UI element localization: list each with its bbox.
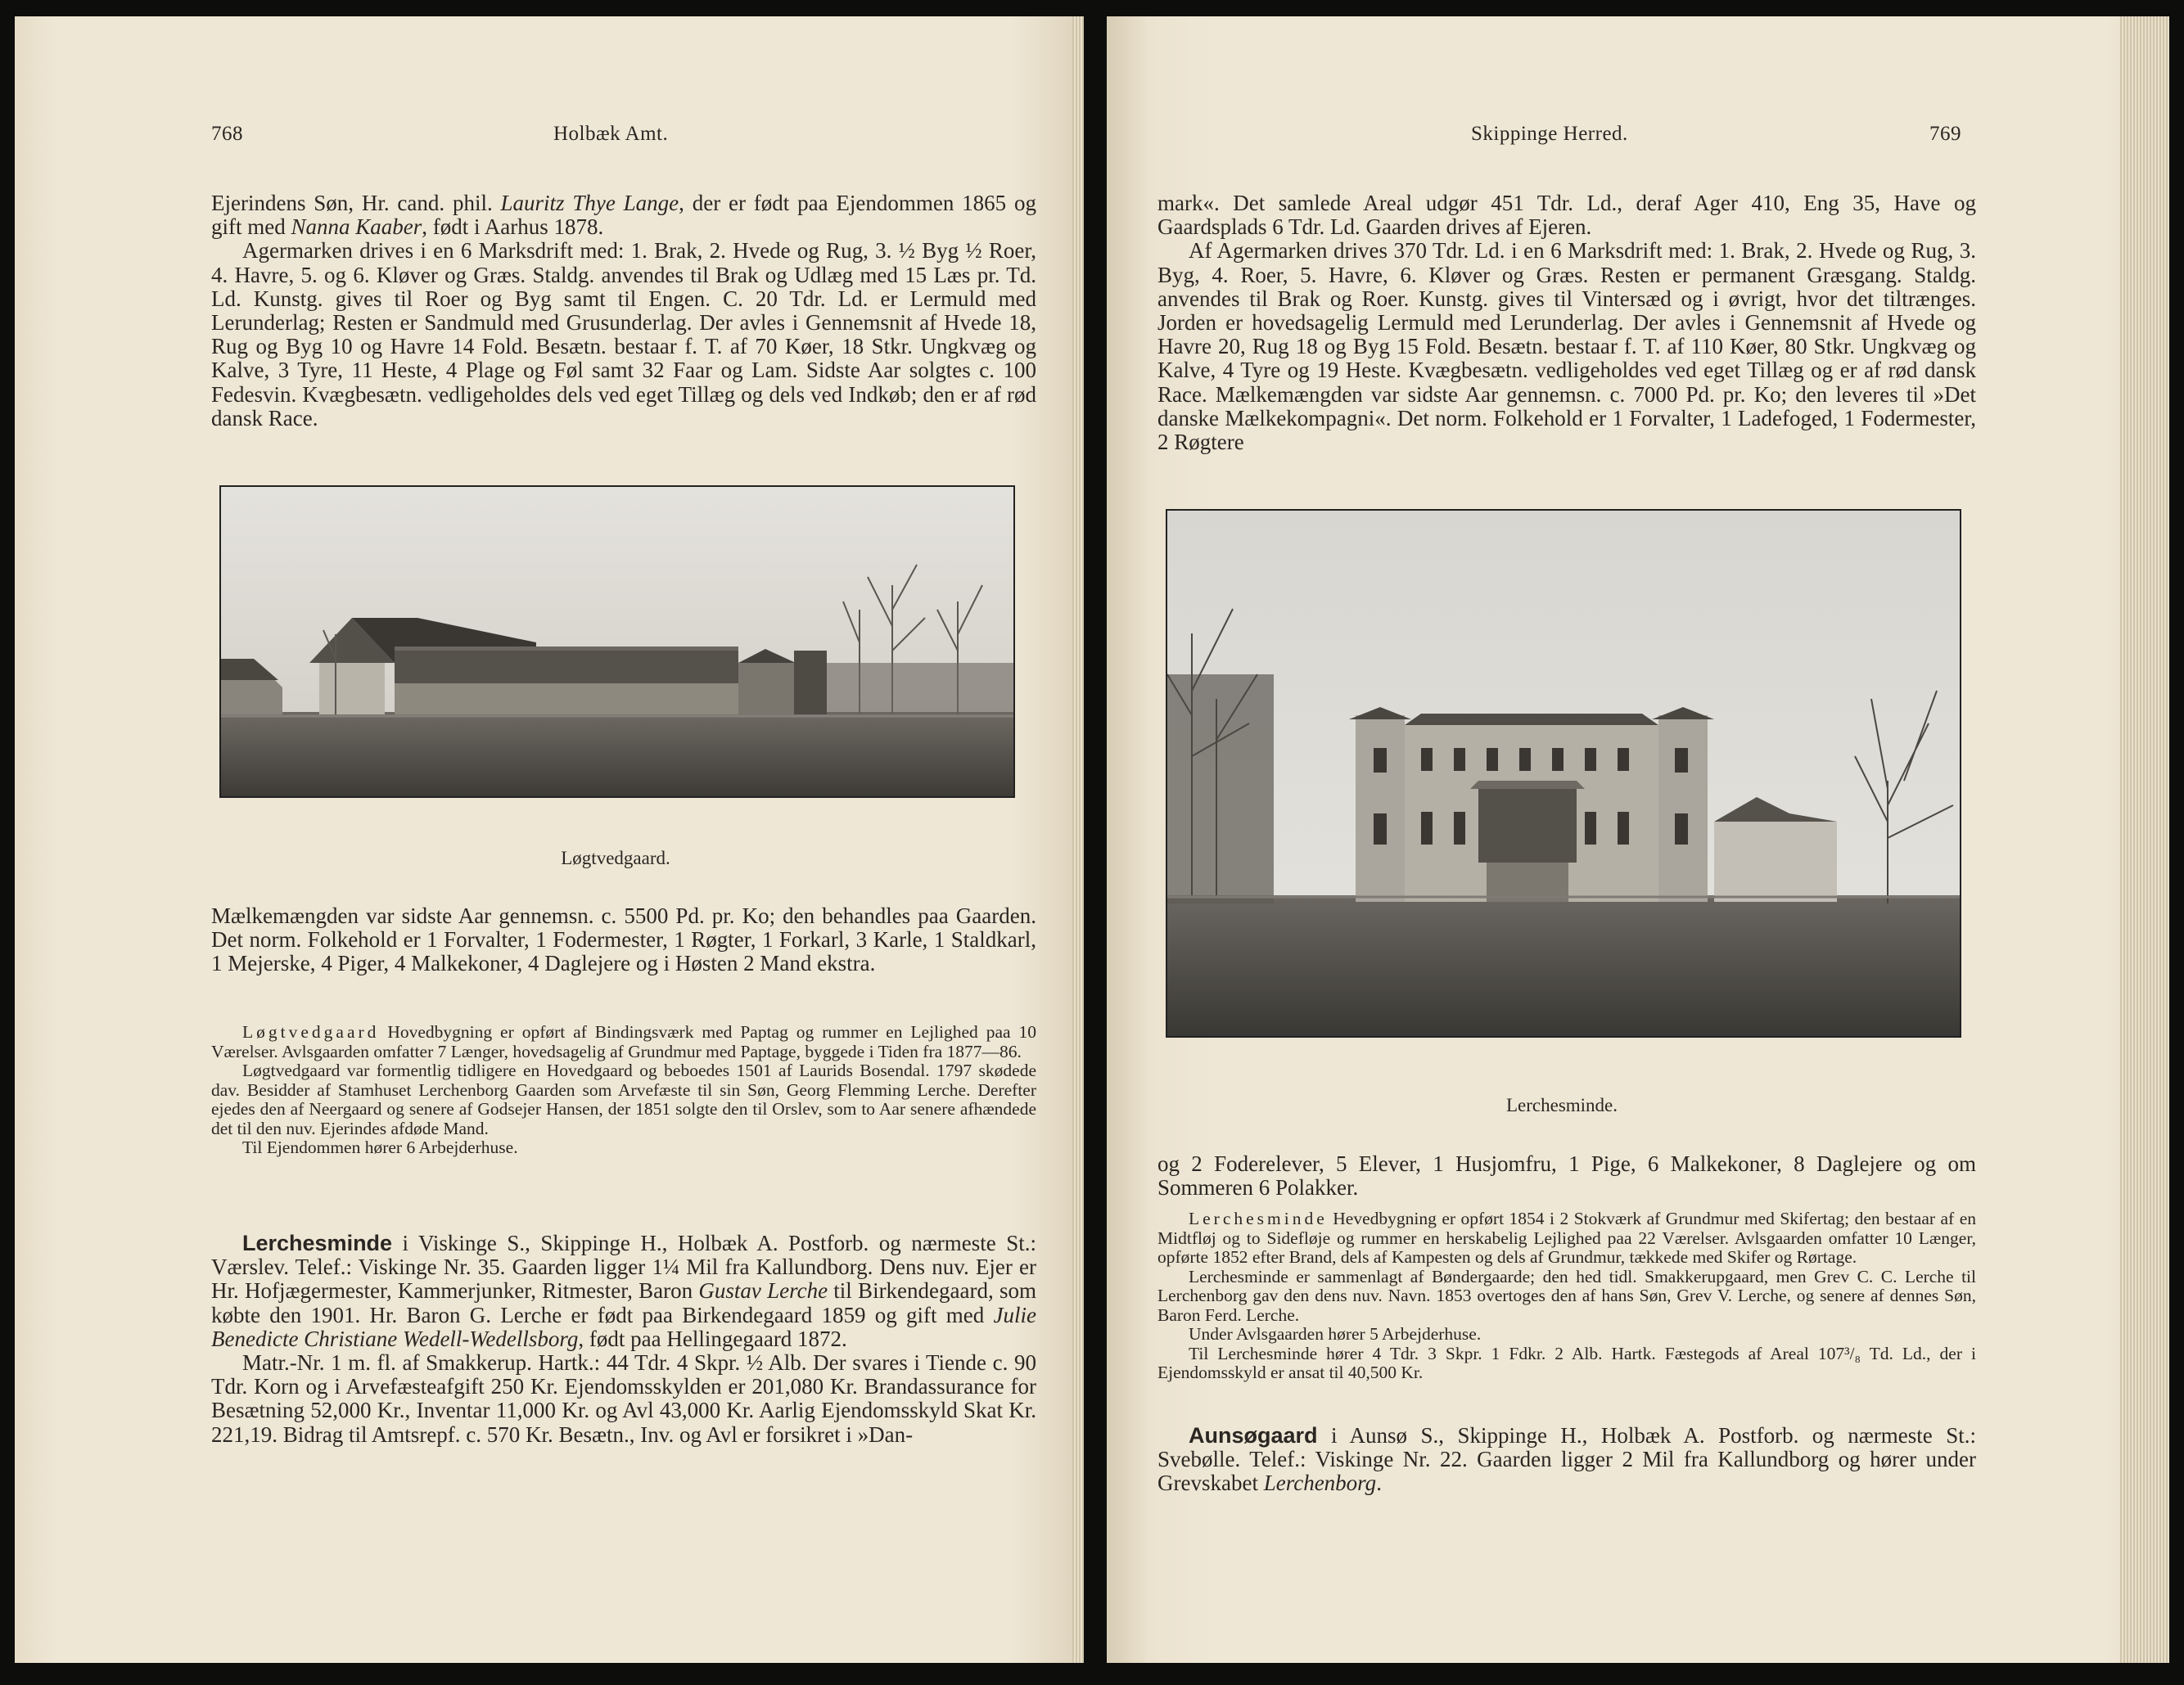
- paragraph: Til Lerchesminde hører 4 Tdr. 3 Skpr. 1 Fdkr. 2 Alb. Hartk. Fæstegods af Areal 107³/₈ Td. Ld., der i Ejendomsskyld er ansat til 40,500 Kr.: [1157, 1343, 1976, 1382]
- text: , født paa Hellingegaard 1872.: [578, 1326, 847, 1351]
- paragraph: Mælkemængden var sidste Aar gennemsn. c. 5500 Pd. pr. Ko; den behandles paa Gaarden. Det norm. Folkehold er 1 Forvalter, 1 Fodermester, 1 Røgter, 1 Forkarl, 3 Karle, 1 Staldkarl, 1 Mejerske, 4 Piger, 4 Malkekoner, 4 Daglejere og i Høsten 2 Mand ekstra.: [211, 903, 1036, 976]
- paragraph: [211, 191, 1036, 239]
- owner-name: Lauritz Thye Lange: [500, 191, 679, 215]
- paragraph: mark«. Det samlede Areal udgør 451 Tdr. Ld., deraf Ager 410, Eng 35, Have og Gaardsplads 6 Tdr. Ld. Gaarden drives af Ejeren.: [1157, 191, 1976, 240]
- paragraph: og 2 Foderelever, 5 Elever, 1 Husjomfru, 1 Pige, 6 Malkekoner, 8 Daglejere og om Sommeren 6 Polakker.: [1157, 1151, 1976, 1201]
- photo-lerchesminde: [1166, 509, 1961, 1038]
- paragraph: Af Agermarken drives 370 Tdr. Ld. i en 6 Marksdrift med: 1. Brak, 2. Hvede og Rug, 3. Byg, 4. Roer, 5. Havre, 6. Kløver og Græs. Resten er permanent Græsgang. Staldg. anvendes til Brak og Roer. Kunstg. gives til Vintersæd og i øvrigt, hvor det tiltrænges. Jorden er hovedsagelig Lermuld med Lerunderlag. Der avles i Gennemsnit af Hvede og Havre 20, Rug 18 og Byg 15 Fold. Besætn. bestaar f. T. af 110 Køer, 80 Stkr. Ungkvæg og Kalve, 4 Tyre og 19 Heste. Kvægbesætn. vedligeholdes ved eget Tillæg og er af rød dansk Race. Mælkemængden var sidste Aar gennemsn. c. 7000 Pd. pr. Ko; den leveres til »Det danske Mælkekompagni«. Det norm. Folkehold er 1 Forvalter, 1 Ladefoged, 1 Fodermester, 2 Røgtere: [1157, 238, 1976, 455]
- farm-name: Løgtvedgaard: [242, 1022, 380, 1042]
- photo-caption: Lerchesminde.: [1505, 1095, 1618, 1115]
- farm-name: Lerchesminde: [1189, 1209, 1328, 1228]
- body-text-top: [211, 191, 1036, 430]
- right-page: [1107, 16, 2169, 1663]
- estate-name: Lerchenborg: [1263, 1471, 1377, 1496]
- paragraph: [1157, 1424, 1976, 1496]
- entry-title: Aunsøgaard: [1189, 1423, 1318, 1448]
- text: .: [1376, 1471, 1382, 1496]
- paragraph: Løgtvedgaard var formentlig tidligere en Hovedgaard og beboedes 1501 af Laurids Bosendal. 1797 skødede dav. Besidder af Stamhuset Lerchenborg Gaarden som Arvefæste til sin Søn, Georg Flemming Lerche. Derefter ejedes den af Neergaard og senere af Godsejer Hansen, der 1851 solgte den til Orslev, som to Aar senere afhændede det til den nuv. Ejerindes afdøde Mand.: [211, 1061, 1036, 1138]
- paragraph: Lerchesminde er sammenlagt af Bøndergaarde; den hed tidl. Smakkerupgaard, men Grev C. C. Lerche til Lerchenborg gav den dens nuv. Navn. 1853 overtoges den af hans Søn, Grev V. Lerche, og senere af dennes Søn, Baron Ferd. Lerche.: [1157, 1266, 1976, 1325]
- wife-name: Nanna Kaaber: [291, 214, 422, 240]
- text: , der er født paa Ejendommen 1865 og gift med: [211, 191, 1036, 240]
- body-text-top: [1157, 191, 1976, 454]
- text: Ejerindens Søn, Hr. cand. phil.: [211, 191, 501, 215]
- paragraph: Til Ejendommen hører 6 Arbejderhuse.: [242, 1138, 518, 1157]
- manor-photo: [1167, 511, 1960, 1036]
- page-number: 769: [1929, 123, 1961, 145]
- paragraph: [1157, 1210, 1976, 1268]
- farm-photo: [221, 487, 1013, 796]
- body-text-middle: [211, 904, 1036, 976]
- small-print: [1157, 1210, 1976, 1383]
- photo-caption: Løgtvedgaard.: [561, 848, 670, 868]
- text: , født i Aarhus 1878.: [422, 214, 604, 240]
- text: i Viskinge S., Skippinge H., Holbæk A. Postforb. og nærmeste St.: Værslev. Telef.: Viskinge Nr. 35. Gaarden ligger 1¼ Mil fra Kallundborg. Dens nuv. Ejer er Hr. Hofjægermester, Kammerjunker, Ritmester, Baron: [211, 1231, 1036, 1304]
- text: Hevedbygning er opført 1854 i 2 Stokværk af Grundmur med Skifertag; den bestaar af en Midtfløj og to Sidefløje og rummer en herskabelig Lejlighed paa 22 Værelser. Avlsgaarden omfatter 10 Længer, opførte 1852 efter Brand, dels af Kampesten og dels af Grundmur, tækkede med Skifer og Rørtage.: [1157, 1209, 1976, 1267]
- owner-name: Gustav Lerche: [698, 1278, 828, 1304]
- page-number: 768: [211, 123, 243, 145]
- photo-logtvedgaard: [219, 485, 1015, 798]
- body-text-lerchesminde: [211, 1232, 1036, 1447]
- paragraph: [211, 1232, 1036, 1351]
- paragraph: [211, 1023, 1036, 1061]
- entry-title: Lerchesminde: [242, 1231, 393, 1255]
- gutter-shadow: [1072, 16, 1084, 1663]
- body-text-aunsogaard: [1157, 1424, 1976, 1496]
- body-text-middle: [1157, 1152, 1976, 1200]
- running-head: Skippinge Herred.: [1471, 123, 1628, 145]
- page-edge: [2120, 16, 2169, 1663]
- text: Hovedbygning er opført af Bindingsværk med Paptag og rummer en Lejlighed paa 10 Værelser. Avlsgaarden omfatter 7 Længer, hovedsagelig af Grundmur med Paptage, byggede i Tiden fra 1877—86.: [211, 1022, 1036, 1061]
- text: i Aunsø S., Skippinge H., Holbæk A. Postforb. og nærmeste St.: Svebølle. Telef.: Viskinge Nr. 22. Gaarden ligger 2 Mil fra Kallundborg og hører under Grevskabet: [1157, 1423, 1976, 1496]
- text: til Birkendegaard, som købte den 1901. Hr. Baron G. Lerche er født paa Birkendegaard 1859 og gift med: [211, 1278, 1036, 1327]
- paragraph: Under Avlsgaarden hører 5 Arbejderhuse.: [1189, 1324, 1482, 1344]
- running-head: Holbæk Amt.: [553, 123, 669, 145]
- small-print: [211, 1023, 1036, 1158]
- left-page: [15, 16, 1084, 1663]
- wife-name: Julie Benedicte Christiane Wedell-Wedellsborg: [211, 1302, 1036, 1351]
- paragraph: Agermarken drives i en 6 Marksdrift med: 1. Brak, 2. Hvede og Rug, 3. ½ Byg ½ Roer, 4. Havre, 5. og 6. Kløver og Græs. Staldg. anvendes til Brak og Udlæg med 15 Læs pr. Td. Ld. Kunstg. gives til Roer og Byg samt til Engen. C. 20 Tdr. Ld. er Lermuld med Lerunderlag; Resten er Sandmuld med Grusunderlag. Der avles i Gennemsnit af Hvede 18, Rug og Byg 10 og Havre 14 Fold. Besætn. bestaar f. T. af 70 Køer, 18 Stkr. Ungkvæg og Kalve, 3 Tyre, 11 Heste, 4 Plage og Føl samt 32 Faar og Lam. Sidste Aar solgtes c. 100 Fedesvin. Kvægbesætn. vedligeholdes dels ved eget Tillæg og dels ved Indkøb; den er af rød dansk Race.: [211, 238, 1036, 430]
- paragraph: Matr.-Nr. 1 m. fl. af Smakkerup. Hartk.: 44 Tdr. 4 Skpr. ½ Alb. Der svares i Tiende c. 90 Tdr. Korn og i Arvefæsteafgift 250 Kr. Ejendomsskylden er 201,080 Kr. Brandassurance for Besætning 52,000 Kr., Inventar 11,000 Kr. og Avl 43,000 Kr. Aarlig Ejendomsskyld Skat Kr. 221,19. Bidrag til Amtsrepf. c. 570 Kr. Besætn., Inv. og Avl er forsikret i »Dan-: [211, 1350, 1036, 1447]
